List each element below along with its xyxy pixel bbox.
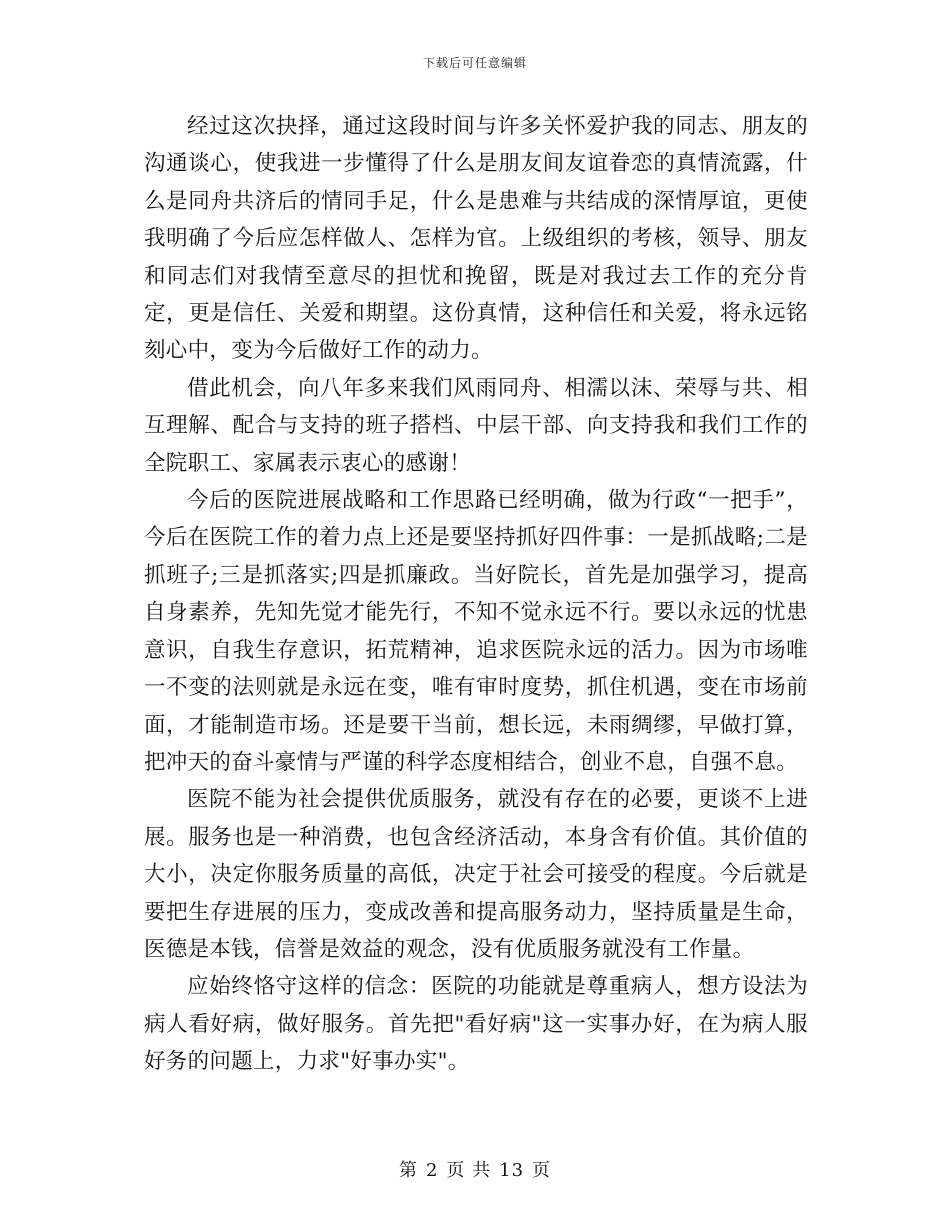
footer-suffix: 页 [532, 1160, 552, 1181]
paragraph-2: 借此机会，向八年多来我们风雨同舟、相濡以沫、荣辱与共、相互理解、配合与支持的班子搭档、中层干部、向支持我和我们工作的全院职工、家属表示衷心的感谢！ [144, 375, 808, 476]
paragraph-4: 医院不能为社会提供优质服务，就没有存在的必要，更谈不上进展。服务也是一种消费，也包含经济活动，本身含有价值。其价值的大小，决定你服务质量的高低，决定于社会可接受的程度。今后就是要把生存进展的压力，变成改善和提高服务动力，坚持质量是生命，医德是本钱，信誉是效益的观念，没有优质服务就没有工作量。 [144, 787, 808, 962]
footer-prefix: 第 [398, 1160, 418, 1181]
paragraph-5: 应始终恪守这样的信念：医院的功能就是尊重病人，想方设法为病人看好病，做好服务。首先把"看好病"这一实事办好，在为病人服好务的问题上，力求"好事办实"。 [144, 974, 808, 1075]
page-footer [0, 1156, 950, 1182]
paragraph-3: 今后的医院进展战略和工作思路已经明确，做为行政“一把手”，今后在医院工作的着力点上还是要坚持抓好四件事：一是抓战略;二是抓班子;三是抓落实;四是抓廉政。当好院长，首先是加强学习，提高自身素养，先知先觉才能先行，不知不觉永远不行。要以永远的忧患意识，自我生存意识，拓荒精神，追求医院永远的活力。因为市场唯一不变的法则就是永远在变，唯有审时度势，抓住机遇，变在市场前面，才能制造市场。还是要干当前，想长远，未雨绸缪，早做打算，把冲天的奋斗豪情与严谨的科学态度相结合，创业不息，自强不息。 [144, 488, 808, 775]
document-body [144, 108, 808, 1081]
footer-page-number: 2 [425, 1160, 439, 1181]
footer-middle: 页 共 [446, 1160, 492, 1181]
footer-total-pages: 13 [499, 1160, 525, 1181]
page-header: 下载后可任意编辑 [422, 56, 527, 70]
paragraph-1: 经过这次抉择，通过这段时间与许多关怀爱护我的同志、朋友的沟通谈心，使我进一步懂得了什么是朋友间友谊眷恋的真情流露，什么是同舟共济后的情同手足，什么是患难与共结成的深情厚谊，更使我明确了今后应怎样做人、怎样为官。上级组织的考核，领导、朋友和同志们对我情至意尽的担忧和挽留，既是对我过去工作的充分肯定，更是信任、关爱和期望。这份真情，这种信任和关爱，将永远铭刻心中，变为今后做好工作的动力。 [144, 114, 808, 364]
